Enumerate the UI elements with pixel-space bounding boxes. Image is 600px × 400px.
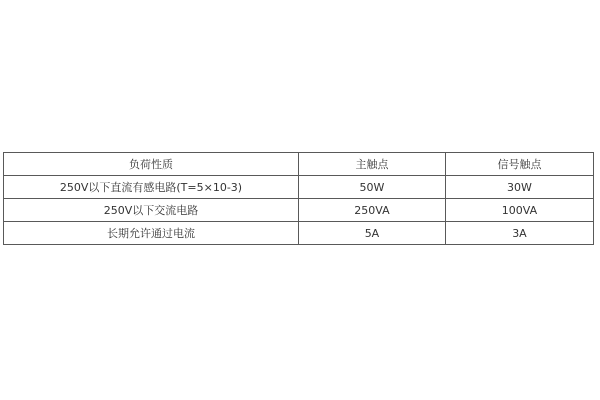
table-cell-load-type: 250V以下直流有感电路(T=5×10-3) [4,176,299,199]
column-header-main-contact: 主触点 [299,153,446,176]
table-cell-main-contact: 50W [299,176,446,199]
table-cell-main-contact: 250VA [299,199,446,222]
contact-load-table-container [3,152,594,245]
table-row [4,222,594,245]
column-header-load-type: 负荷性质 [4,153,299,176]
table-cell-load-type: 长期允许通过电流 [4,222,299,245]
table-cell-load-type: 250V以下交流电路 [4,199,299,222]
contact-load-spec-table [3,152,594,245]
column-header-signal-contact: 信号触点 [445,153,593,176]
table-header-row [4,153,594,176]
table-row [4,176,594,199]
table-cell-signal-contact: 3A [445,222,593,245]
table-cell-signal-contact: 30W [445,176,593,199]
table-cell-main-contact: 5A [299,222,446,245]
table-row [4,199,594,222]
table-cell-signal-contact: 100VA [445,199,593,222]
